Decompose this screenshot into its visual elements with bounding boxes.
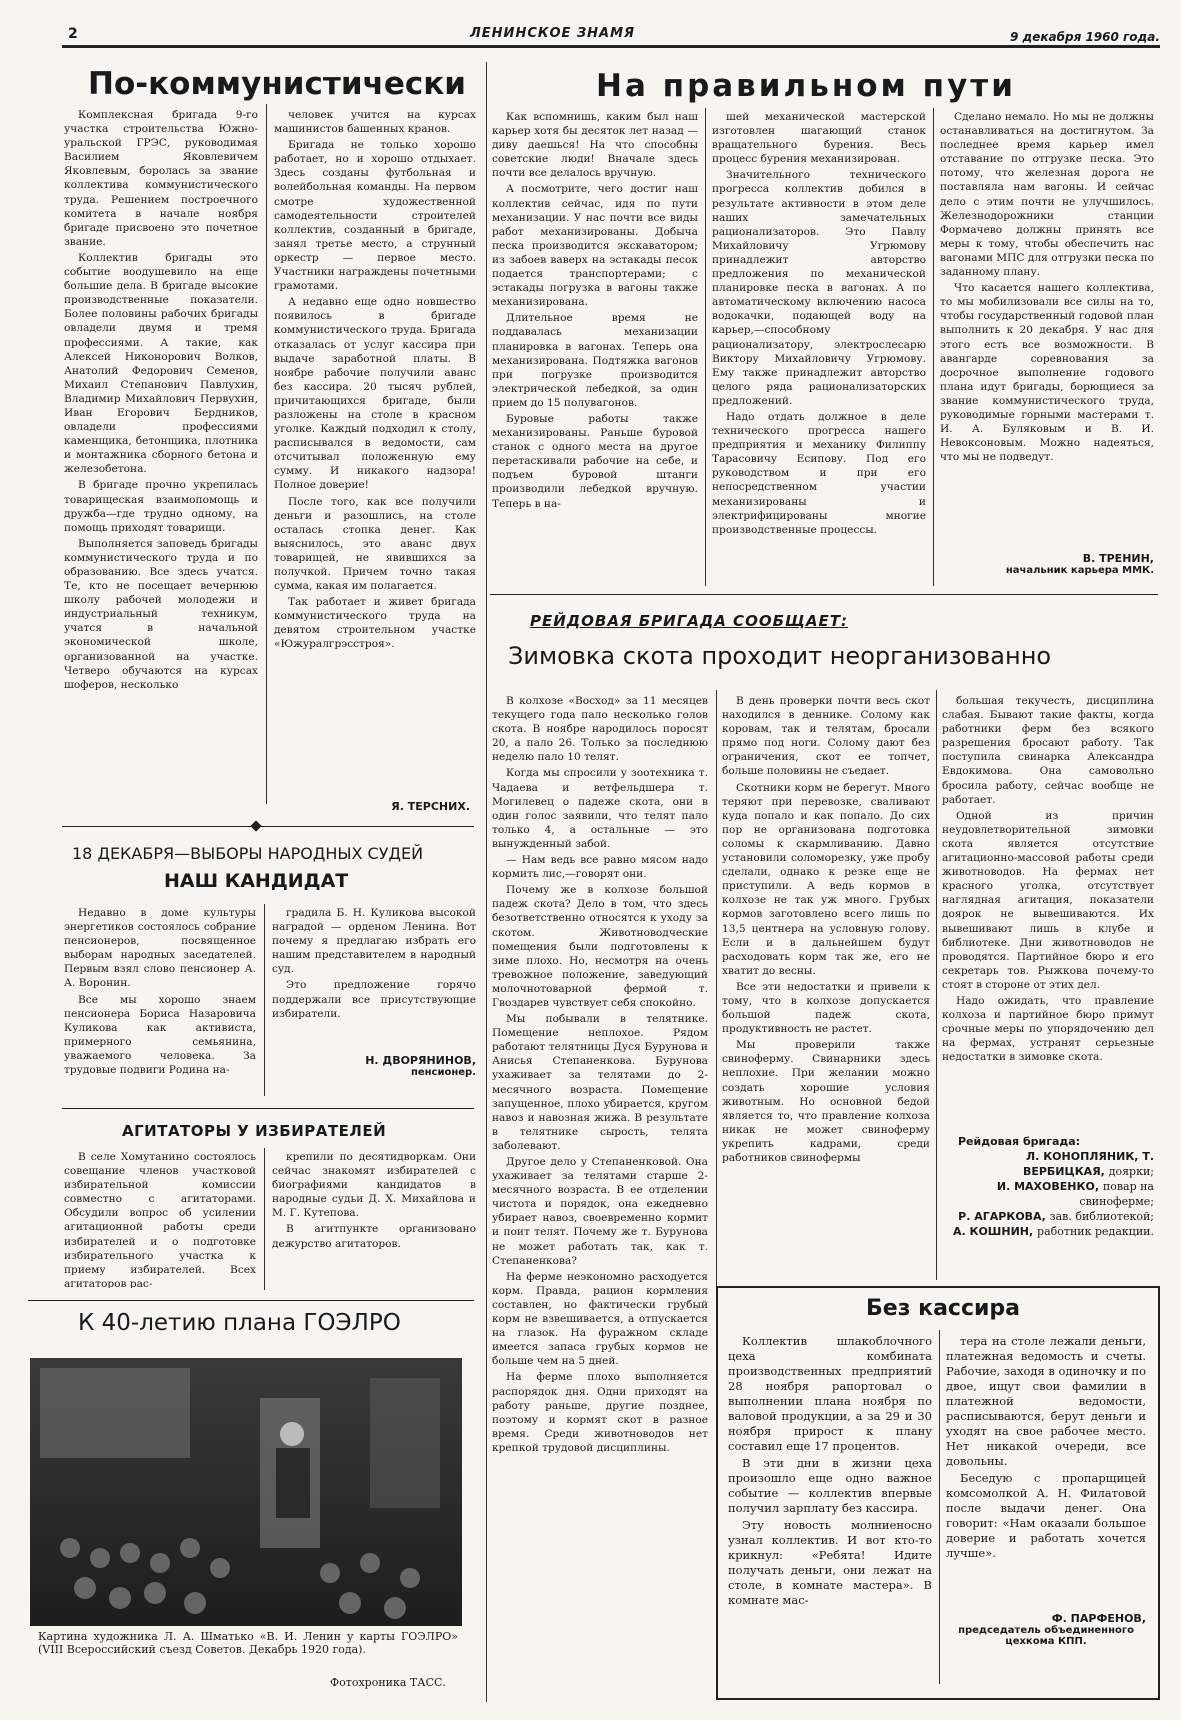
a1-paragraph: А недавно еще одно новшество появилось в бригаде коммунистического труда. Бригада отказалась от услуг кассира при выдаче заработной платы. В ноябре рабочие получили аванс без кассира. 20 тысяч рублей, причитающихся бригаде, были разложены на столе в красном уголке. Каждый подходил к столу, расписывался в ведомости, сам отсчитывал положенную ему сумму. И никакого надзора! Полное доверие! [274,296,476,492]
a4-credit: Фотохроника ТАСС. [330,1676,446,1689]
a6-paragraph: В колхозе «Восход» за 11 месяцев текущего года пало несколько голов скота. В ноябре народилось поросят 20, а пало 26. Только за последнюю неделю пало 10 телят. [492,695,708,764]
a6-paragraph: Одной из причин неудовлетворительной зимовки скота является отсутствие агитационно-массовой работы среди животноводов. На фермах нет красного уголка, отсутствует наглядная агитация, показатели доярок не вывешиваются. Их вывешивают лишь в клубе и библиотеке. Дни животноводов не проводятся. Партийное бюро и его секретарь тов. Рыжкова почему-то стоят в стороне от этих дел. [942,809,1154,991]
brigade-member-role: зав. библиотекой; [1049,1210,1154,1223]
brigade-member-role: работник редакции. [1037,1225,1154,1238]
a5-column-1 [492,110,698,588]
a5-title: На правильном пути [596,68,1016,104]
a6-paragraph: Надо ожидать, что правление колхоза и партийное бюро примут срочные меры по упорядочению дел на фермах, устранят серьезные недостатки в зимовке скота. [942,994,1154,1064]
a6-paragraph: Почему же в колхозе большой падеж скота? Дело в том, что здесь безответственно относятся к уходу за скотом. Животноводческие помещения были подготовлены к зиме плохо. Но, несмотря на очень тревожное положение, заведующий молочнотоварной фермой т. Гвоздарев чувствует себя спокойно. [492,884,708,1009]
a2-signature [300,1054,476,1078]
a5-paragraph: шей механической мастерской изготовлен шагающий станок вращательного бурения. Весь процесс бурения механизирован. [712,111,926,166]
a6-title: Зимовка скота проходит неорганизованно [508,642,1052,670]
a6-col-divider-2 [936,690,937,1280]
a5-paragraph: Надо отдать должное в деле технического прогресса нашего предприятия и механику Филиппу Тарасовичу Есипову. Под его руководством и при его непосредственном участии механизированы и электрифицированы многие производственные процессы. [712,410,926,536]
a3-title: АГИТАТОРЫ У ИЗБИРАТЕЛЕЙ [122,1122,387,1140]
masthead-rule [62,45,1160,48]
a1-paragraph: В бригаде прочно укрепилась товарищеская взаимопомощь и дружба—где трудно одному, на помощь приходят товарищи. [64,479,258,534]
a4-title: К 40-летию плана ГОЭЛРО [78,1310,401,1336]
a6-kicker: РЕЙДОВАЯ БРИГАДА СООБЩАЕТ: [530,612,848,630]
newspaper-name: ЛЕНИНСКОЕ ЗНАМЯ [470,26,636,41]
a6-paragraph: На ферме плохо выполняется распорядок дня. Одни приходят на работу раньше, другие позднее, поэтому и кормят скот в разное время. Среди животноводов нет крепкой трудовой дисциплины. [492,1371,708,1454]
brigade-member-name: И. МАХОВЕНКО, [996,1180,1100,1193]
a5-column-3 [940,110,1154,550]
a5-signature-name: В. ТРЕНИН, [1082,552,1154,565]
a6-paragraph: Другое дело у Степаненковой. Она ухаживает за телятами старше 2-месячного возраста. В ее отделении чистота и порядок, она ежедневно убирает навоз, своевременно кормит и поит телят. Почему же т. Бурунова не может работать так, как т. Степаненкова? [492,1156,708,1267]
a1-title: По-коммунистически [88,66,466,102]
a5-paragraph: Как вспомнишь, каким был наш карьер хотя бы десяток лет назад —диву даешься! На что способны советские люди! Вначале здесь почти все делалось вручную. [492,111,698,180]
brigade-member-name: Р. АГАРКОВА, [958,1210,1046,1223]
a5-paragraph: Значительного технического прогресса коллектив добился в результате активности в этом деле наших замечательных рационализаторов. Это Павлу Михайловичу Угрюмову принадлежит авторство предложения по механической планировке песка в вагонах. А по автоматическому включению насоса водокачки, подающей воду на карьер,—способному рационализатору, электрослесарю Виктору Михайловичу Угрюмову. Ему также принадлежит авторство целого ряда рационализаторских предложений. [712,169,926,407]
a2-bottom-rule [62,1108,474,1109]
a1-paragraph: Комплексная бригада 9-го участка строительства Южно-уральской ГРЭС, руководимая Василием Яковлевичем Яковлевым, боролась за звание коллектива коммунистического труда. Решением построечного комитета в начале ноября бригаде присвоено это почетное звание. [64,109,258,248]
a6-brigade-member [942,1209,1154,1224]
a5-signature [960,552,1154,576]
a6-column-3 [942,694,1154,1132]
a4-caption: Картина художника Л. А. Шматько «В. И. Ленин у карты ГОЭЛРО» (VIII Всероссийский съезд Советов. Декабрь 1920 года). [38,1630,458,1656]
a1-paragraph: Бригада не только хорошо работает, но и хорошо отдыхает. Здесь созданы футбольная и волейбольная команды. На первом смотре художественной самодеятельности строителей коллектив, созданный в бригаде, занял третье место, а струнный оркестр — первое место. Участники награждены почетными грамотами. [274,139,476,293]
issue-date: 9 декабря 1960 года. [1010,30,1160,44]
a7-signature [946,1612,1146,1647]
a2-column-1 [64,906,256,1102]
brigade-member-role: повар на свиноферме; [1079,1180,1154,1208]
a7-col-divider [939,1330,940,1684]
a6-brigade-member [942,1224,1154,1239]
a5-column-2 [712,110,926,588]
page-number: 2 [68,26,78,42]
a2-paragraph: Недавно в доме культуры энергетиков состоялось собрание пенсионеров, посвященное выборам народных заседателей. Первым взял слово пенсионер А. А. Воронин. [64,907,256,990]
a6-paragraph: На ферме неэкономно расходуется корм. Правда, рацион кормления составлен, но фактически грубый корм не взвешивается, а отпускается на глазок. На фуражном складе имеется запаса грубых кормов не больше чем на 5 дней. [492,1270,708,1368]
a2-paragraph: градила Б. Н. Куликова высокой наградой — орденом Ленина. Вот почему я предлагаю избрать его нашим представителем в народный суд. [272,907,476,976]
a1-paragraph: После того, как все получили деньги и разошлись, на столе осталась стопка денег. Как выяснилось, это аванс двух товарищей, не явившихся за получкой. Причем точно такая сумма, какая им полагается. [274,495,476,593]
a7-signature-role: председатель объединенного цехкома КПП. [958,1625,1134,1647]
a6-paragraph: Скотники корм не берегут. Много теряют при перевозке, сваливают куда попало и как попало. До сих пор не организована подготовка соломы к скармливанию. Давно установили соломорезку, уже пробу сделали, однако к резке еще не приступили. А ведь кормов в колхозе не так уж много. Грубых кормов заготовлено всего лишь по 13,5 центнера на условную голову. Если и в дальнейшем будут расходовать корм так же, его не хватит до весны. [722,781,930,977]
a5-paragraph: Длительное время не поддавалась механизации планировка в вагонах. Теперь она механизирована. Подтяжка вагонов при погрузке производится электрической лебедкой, за один прием до 15 полувагонов. [492,312,698,409]
a3-col-divider [264,1148,265,1290]
a6-column-2 [722,694,930,1274]
a6-brigade-member [942,1149,1154,1179]
a5-signature-role: начальник карьера ММК. [1005,565,1154,576]
a2-signature-role: пенсионер. [410,1067,476,1078]
brigade-member-name: Л. КОНОПЛЯНИК, Т. ВЕРБИЦКАЯ, [1022,1150,1154,1178]
a3-column-2 [272,1150,476,1288]
a6-paragraph: Мы побывали в телятнике. Помещение неплохое. Рядом работают телятницы Дуся Бурунова и Анисья Степаненкова. Бурунова ухаживает за телятами до 2-месячного возраста. Помещение запущенное, плохо убирается, кругом навоз и навозная жижа. В результате в телятнике сырость, телята заболевают. [492,1013,708,1152]
a2-paragraph: Это предложение горячо поддержали все присутствующие избиратели. [272,979,476,1020]
a7-signature-name: Ф. ПАРФЕНОВ, [1051,1612,1146,1625]
a3-bottom-rule [28,1300,474,1301]
a5-paragraph: А посмотрите, чего достиг наш коллектив сейчас, идя по пути механизации. У нас почти все виды работ механизированы. Добыча песка производится экскаватором; из забоев ваверх на эстакады песок подается транспортерами; с эстакады погрузка в вагоны также механизирована. [492,183,698,309]
a6-paragraph: Мы проверили также свиноферму. Свинарники здесь неплохие. При желании можно создать хорошие условия животным. Но основной бедой является то, что правление колхоза никак не может свиноферму укрепить кадрами, среди работников свинофермы [722,1039,930,1164]
a6-column-1 [492,694,708,1704]
a7-paragraph: Беседую с пропарщицей комсомолкой А. Н. Филатовой после выдачи денег. Она говорит: «Нам оказали большое доверие и работать хочется лучше». [946,1471,1146,1560]
a3-paragraph: В селе Хомутанино состоялось совещание членов участковой избирательной комиссии совместно с агитаторами. Обсудили вопрос об усилении агитационной работы среди избирателей и о подготовке избирательного участка к приему избирателей. Всех агитаторов рас- [64,1151,256,1288]
a6-brigade-member [942,1179,1154,1209]
a2-title: НАШ КАНДИДАТ [164,870,349,892]
left-section-divider [486,62,487,1702]
a5-paragraph: Что касается нашего коллектива, то мы мобилизовали все силы на то, чтобы государственный годовой план выполнить к 20 декабря. У нас для этого есть все возможности. В авангарде соревнования за досрочное выполнение годового плана идут бригады, борющиеся за звание коммунистического труда, руководимые горными мастерами т. И. А. Буляковым и В. И. Невоксоновым. Можно надеяться, что мы не подведут. [940,282,1154,464]
a7-paragraph: Эту новость молниеносно узнал коллектив. И вот кто-то крикнул: «Ребята! Идите получать деньги, они лежат на столе, в комнате мастера». В комнате мас- [728,1518,932,1607]
a2-col-divider [264,904,265,1096]
a6-paragraph: — Нам ведь все равно мясом надо кормить лис,—говорят они. [492,854,708,881]
brigade-member-role: доярки; [1108,1165,1154,1178]
a3-paragraph: В агитпункте организовано дежурство агитаторов. [272,1223,476,1250]
a6-brigade-signature [942,1134,1154,1239]
a7-column-2 [946,1334,1146,1604]
a7-paragraph: тера на столе лежали деньги, платежная ведомость и счеты. Рабочие, заходя в одиночку и по двое, ищут свои фамилии в платежной ведомости, расписываются, берут деньги и уходят на свое рабочее место. Нет никакой очереди, все довольны. [946,1334,1146,1468]
a6-paragraph: Когда мы спросили у зоотехника т. Чадаева и ветфельдшера т. Могилевец о падеже скота, они в один голос заявили, что телят пало только 4, а остальные — это вынужденный забой. [492,767,708,850]
a2-kicker: 18 ДЕКАБРЯ—ВЫБОРЫ НАРОДНЫХ СУДЕЙ [72,844,424,863]
a1-col-divider [266,104,267,804]
a2-paragraph: Все мы хорошо знаем пенсионера Бориса Назаровича Куликова как активиста, примерного семьянина, уважаемого человека. За трудовые подвиги Родина на- [64,993,256,1077]
a3-column-1 [64,1150,256,1288]
a5-col-divider-1 [705,108,706,586]
a7-paragraph: Коллектив шлакоблочного цеха комбината производственных предприятий 28 ноября рапортовал о выполнении плана ноября по валовой продукции, а за 29 и 30 ноября прирост к плану составил еще 17 процентов. [728,1334,932,1453]
a7-paragraph: В эти дни в жизни цеха произошло еще одно важное событие — коллектив впервые получил зарплату без кассира. [728,1456,932,1515]
a5-col-divider-2 [933,108,934,586]
a7-title: Без кассира [866,1296,1020,1321]
a5-paragraph: Сделано немало. Но мы не должны останавливаться на достигнутом. За последнее время карьер имел отставание по отгрузке песка. Это потому, что железная дорога не поставляла нам вагоны. И сейчас дело с этим почти не улучшилось. Железнодорожники станции Формачево должны принять все меры к тому, чтобы обеспечить нас вагонами МПС для отгрузки песка по заданному плану. [940,111,1154,279]
a1-paragraph: Коллектив бригады это событие воодушевило на еще большие дела. В бригаде высокие производственные показатели. Более половины рабочих бригады овладели двумя и тремя профессиями. А такие, как Алексей Никонорович Волков, Анатолий Федорович Семенов, Михаил Степанович Павлухин, Владимир Михайлович Первухин, Иван Егорович Бердников, овладели профессиями каменщика, бетонщика, плотника и монтажника сборного бетона и железобетона. [64,251,258,476]
a5-bottom-rule [490,594,1158,595]
a5-paragraph: Буровые работы также механизированы. Раньше буровой станок с одного места на другое перетаскивали рабочие на себе, и подъем буровой штанги производили лебедкой вручную. Теперь в на- [492,412,698,510]
a1-paragraph: Так работает и живет бригада коммунистического труда на девятом строительном участке «Южуралгрэсстроя». [274,596,476,651]
a7-column-1 [728,1334,932,1688]
a1-paragraph: Выполняется заповедь бригады коммунистического труда и по образованию. Все здесь учатся. Те, кто не посещает вечернюю школу рабочей молодежи и индустриальный техникум, учатся в начальной экономической школе, организованной на участке. Четверо обучаются на курсах шоферов, несколько [64,537,258,691]
brigade-member-name: А. КОШНИН, [952,1225,1034,1238]
a1-paragraph: человек учится на курсах машинистов башенных кранов. [274,109,476,136]
a1-bottom-rule [62,826,474,827]
separator-ornament-icon [250,820,261,831]
a3-paragraph: крепили по десятидворкам. Они сейчас знакомят избирателей с биографиями кандидатов в народные судьи Д. Х. Михайлова и М. Г. Кутепова. [272,1151,476,1220]
painting-image [30,1358,462,1626]
a1-column-1 [64,108,258,798]
a6-brigade-label: Рейдовая бригада: [958,1135,1081,1148]
a6-paragraph: В день проверки почти весь скот находился в деннике. Солому как коровам, так и телятам, бросали прямо под ноги. Солому дают без ограничения, скот ее топчет, больше половины не съедает. [722,695,930,778]
a6-paragraph: Все эти недостатки и привели к тому, что в колхозе допускается большой падеж скота, продуктивность не растет. [722,980,930,1036]
a2-signature-name: Н. ДВОРЯНИНОВ, [365,1054,476,1067]
goelro-painting-photo [30,1358,462,1626]
a6-paragraph: большая текучесть, дисциплина слабая. Бывают такие факты, когда работники ферм без всякого разрешения бросают работу. Так поступила свинарка Александра Евдокимова. Она самовольно бросила работу, сейчас вообще не работает. [942,695,1154,806]
a1-signature: Я. ТЕРСНИХ. [391,800,470,813]
a2-column-2 [272,906,476,1046]
a1-column-2 [274,108,476,798]
